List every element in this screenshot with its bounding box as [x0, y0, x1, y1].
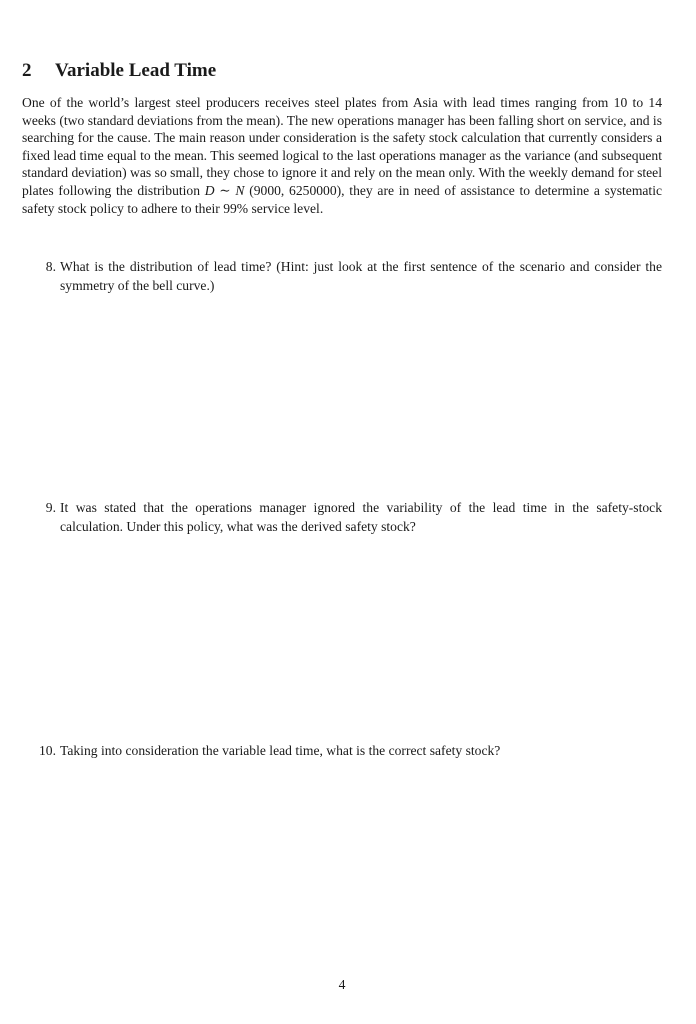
- question-number: 10.: [39, 743, 56, 758]
- intro-text-part-2: , they are in need of assistance to determine a systematic safety stock policy to adhere to their 99% service level.: [22, 182, 663, 216]
- question-10: [22, 742, 662, 761]
- intro-paragraph: [22, 94, 662, 217]
- section-number: 2: [22, 60, 32, 81]
- math-distribution-parameters: (9000, 6250000): [244, 182, 342, 198]
- section-heading: [22, 60, 216, 82]
- math-distributed-as: ∼: [214, 182, 236, 198]
- question-number: 8.: [45, 259, 56, 274]
- question-number: 9.: [45, 500, 56, 515]
- intro-text-part-1: One of the world’s largest steel producers receives steel plates from Asia with lead times ranging from 10 to 14 weeks (two standard deviations from the mean). The new operations manager has been falling short on service, and is searching for the cause. The main reason under consideration is the safety stock calculation that currently considers a fixed lead time equal to the mean. This seemed logical to the last operations manager as the variance (and subsequent standard deviation) was so small, they chose to ignore it and rely on the mean only. With the weekly demand for steel plates following the distribution: [22, 95, 662, 198]
- question-text: What is the distribution of lead time? (Hint: just look at the first sentence of the scenario and consider the symmetry of the bell curve.): [60, 259, 662, 293]
- math-normal-symbol: N: [235, 182, 245, 198]
- section-title: Variable Lead Time: [55, 60, 217, 81]
- question-text: It was stated that the operations manager ignored the variability of the lead time in the safety-stock calculation. Under this policy, what was the derived safety stock?: [60, 500, 662, 534]
- math-demand-variable: D: [204, 182, 215, 198]
- page-number: 4: [338, 977, 346, 992]
- question-9: [22, 499, 662, 537]
- question-text: Taking into consideration the variable lead time, what is the correct safety stock?: [60, 743, 501, 758]
- question-8: [22, 258, 662, 296]
